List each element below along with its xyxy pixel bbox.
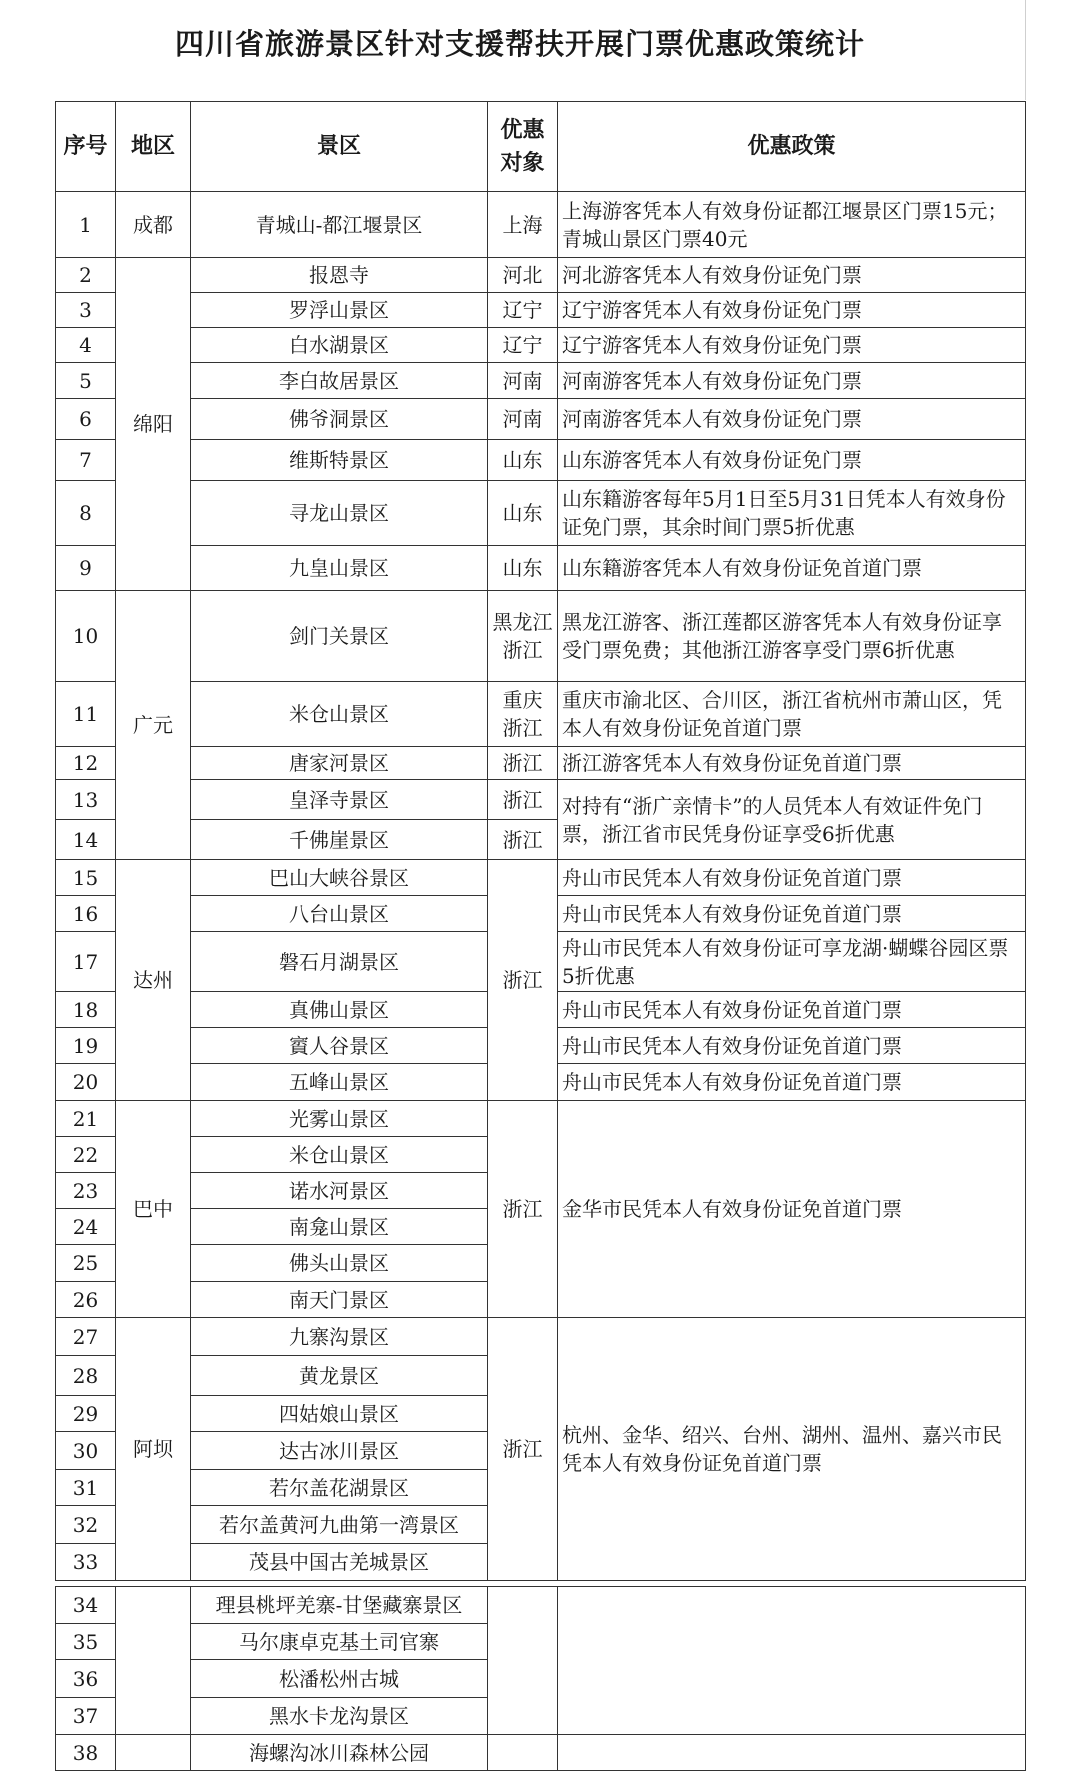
target-cell: 河北 (488, 258, 558, 293)
table-row (56, 1587, 1026, 1624)
page-title: 四川省旅游景区针对支援帮扶开展门票优惠政策统计 (174, 27, 865, 61)
policy-cell: 金华市民凭本人有效身份证免首道门票 (558, 1101, 1026, 1318)
target-cell: 浙江 (488, 860, 558, 1101)
table-row (56, 591, 1026, 682)
table-row (56, 258, 1026, 293)
policy-cell: 浙江游客凭本人有效身份证免首道门票 (558, 747, 1026, 780)
table-row (56, 860, 1026, 896)
target-cell: 浙江 (488, 1318, 558, 1581)
site-cell: 四姑娘山景区 (191, 1396, 488, 1432)
site-cell: 佛头山景区 (191, 1245, 488, 1282)
table-row (56, 481, 1026, 546)
policy-cell: 河南游客凭本人有效身份证免门票 (558, 399, 1026, 440)
target-cell: 山东 (488, 481, 558, 546)
region-cell (116, 1735, 191, 1771)
site-cell: 维斯特景区 (191, 440, 488, 481)
site-cell: 磐石月湖景区 (191, 932, 488, 992)
row-number: 3 (56, 293, 116, 328)
site-cell: 若尔盖花湖景区 (191, 1470, 488, 1506)
site-cell: 九皇山景区 (191, 546, 488, 591)
target-cell (488, 1587, 558, 1735)
table-row (56, 546, 1026, 591)
row-number: 2 (56, 258, 116, 293)
target-cell (488, 1735, 558, 1771)
target-cell: 浙江 (488, 747, 558, 780)
site-cell: 八台山景区 (191, 896, 488, 932)
site-cell: 巴山大峡谷景区 (191, 860, 488, 896)
row-number: 34 (56, 1587, 116, 1624)
row-number: 36 (56, 1660, 116, 1698)
row-number: 24 (56, 1209, 116, 1245)
policy-cell: 河南游客凭本人有效身份证免门票 (558, 363, 1026, 399)
policy-cell: 舟山市民凭本人有效身份证免首道门票 (558, 896, 1026, 932)
header-region: 地区 (116, 102, 191, 192)
policy-cell: 黑龙江游客、浙江莲都区游客凭本人有效身份证享受门票免费；其他浙江游客享受门票6折优惠 (558, 591, 1026, 682)
row-number: 35 (56, 1624, 116, 1660)
row-number: 38 (56, 1735, 116, 1771)
site-cell: 李白故居景区 (191, 363, 488, 399)
row-number: 25 (56, 1245, 116, 1282)
row-number: 20 (56, 1064, 116, 1101)
target-cell: 浙江 (488, 1101, 558, 1318)
table-row (56, 780, 1026, 820)
row-number: 23 (56, 1173, 116, 1209)
region-cell: 阿坝 (116, 1318, 191, 1581)
site-cell: 剑门关景区 (191, 591, 488, 682)
row-number: 5 (56, 363, 116, 399)
page-edge-line (1025, 0, 1026, 100)
site-cell: 光雾山景区 (191, 1101, 488, 1137)
site-cell: 松潘松州古城 (191, 1660, 488, 1698)
row-number: 11 (56, 682, 116, 747)
site-cell: 黑水卡龙沟景区 (191, 1698, 488, 1735)
site-cell: 佛爷洞景区 (191, 399, 488, 440)
row-number: 7 (56, 440, 116, 481)
table-row (56, 1735, 1026, 1771)
row-number: 26 (56, 1282, 116, 1318)
site-cell: 诺水河景区 (191, 1173, 488, 1209)
target-cell: 辽宁 (488, 293, 558, 328)
policy-cell: 辽宁游客凭本人有效身份证免门票 (558, 293, 1026, 328)
policy-cell: 舟山市民凭本人有效身份证可享龙湖·蝴蝶谷园区票5折优惠 (558, 932, 1026, 992)
region-cell: 巴中 (116, 1101, 191, 1318)
policy-cell: 重庆市渝北区、合川区，浙江省杭州市萧山区，凭本人有效身份证免首道门票 (558, 682, 1026, 747)
table-row (56, 1318, 1026, 1356)
site-cell: 马尔康卓克基土司官寨 (191, 1624, 488, 1660)
site-cell: 海螺沟冰川森林公园 (191, 1735, 488, 1771)
site-cell: 罗浮山景区 (191, 293, 488, 328)
policy-cell: 山东籍游客凭本人有效身份证免首道门票 (558, 546, 1026, 591)
site-cell: 千佛崖景区 (191, 820, 488, 860)
row-number: 27 (56, 1318, 116, 1356)
row-number: 37 (56, 1698, 116, 1735)
row-number: 22 (56, 1137, 116, 1173)
target-cell: 河南 (488, 363, 558, 399)
site-cell: 青城山-都江堰景区 (191, 192, 488, 258)
target-cell: 河南 (488, 399, 558, 440)
row-number: 31 (56, 1470, 116, 1506)
policy-cell: 上海游客凭本人有效身份证都江堰景区门票15元；青城山景区门票40元 (558, 192, 1026, 258)
row-number: 13 (56, 780, 116, 820)
policy-table (55, 101, 1026, 1771)
site-cell: 南龛山景区 (191, 1209, 488, 1245)
site-cell: 唐家河景区 (191, 747, 488, 780)
row-number: 30 (56, 1432, 116, 1470)
site-cell: 若尔盖黄河九曲第一湾景区 (191, 1506, 488, 1544)
site-cell: 賨人谷景区 (191, 1028, 488, 1064)
table-row (56, 363, 1026, 399)
header-site: 景区 (191, 102, 488, 192)
policy-cell: 杭州、金华、绍兴、台州、湖州、温州、嘉兴市民凭本人有效身份证免首道门票 (558, 1318, 1026, 1581)
row-number: 12 (56, 747, 116, 780)
site-cell: 寻龙山景区 (191, 481, 488, 546)
row-number: 16 (56, 896, 116, 932)
region-cell: 达州 (116, 860, 191, 1101)
row-number: 19 (56, 1028, 116, 1064)
target-cell: 辽宁 (488, 328, 558, 363)
policy-cell: 舟山市民凭本人有效身份证免首道门票 (558, 1064, 1026, 1101)
region-cell: 广元 (116, 591, 191, 860)
site-cell: 皇泽寺景区 (191, 780, 488, 820)
row-number: 14 (56, 820, 116, 860)
row-number: 10 (56, 591, 116, 682)
site-cell: 白水湖景区 (191, 328, 488, 363)
row-number: 18 (56, 992, 116, 1028)
row-number: 6 (56, 399, 116, 440)
header-policy: 优惠政策 (558, 102, 1026, 192)
site-cell: 真佛山景区 (191, 992, 488, 1028)
row-number: 9 (56, 546, 116, 591)
site-cell: 米仓山景区 (191, 682, 488, 747)
header-target: 优惠对象 (488, 102, 558, 192)
table-row (56, 682, 1026, 747)
policy-cell: 舟山市民凭本人有效身份证免首道门票 (558, 1028, 1026, 1064)
header-seq: 序号 (56, 102, 116, 192)
target-cell: 重庆 浙江 (488, 682, 558, 747)
region-cell: 绵阳 (116, 258, 191, 591)
site-cell: 米仓山景区 (191, 1137, 488, 1173)
site-cell: 达古冰川景区 (191, 1432, 488, 1470)
row-number: 8 (56, 481, 116, 546)
policy-cell: 河北游客凭本人有效身份证免门票 (558, 258, 1026, 293)
policy-cell: 山东籍游客每年5月1日至5月31日凭本人有效身份证免门票，其余时间门票5折优惠 (558, 481, 1026, 546)
table-row (56, 747, 1026, 780)
target-cell: 浙江 (488, 780, 558, 820)
row-number: 28 (56, 1356, 116, 1396)
table-row (56, 440, 1026, 481)
target-cell: 山东 (488, 440, 558, 481)
site-cell: 报恩寺 (191, 258, 488, 293)
header-row (56, 102, 1026, 192)
site-cell: 九寨沟景区 (191, 1318, 488, 1356)
target-cell: 浙江 (488, 820, 558, 860)
site-cell: 五峰山景区 (191, 1064, 488, 1101)
row-number: 17 (56, 932, 116, 992)
table-row (56, 399, 1026, 440)
policy-cell (558, 1735, 1026, 1771)
target-cell: 山东 (488, 546, 558, 591)
policy-cell (558, 1587, 1026, 1735)
row-number: 4 (56, 328, 116, 363)
policy-cell: 舟山市民凭本人有效身份证免首道门票 (558, 992, 1026, 1028)
site-cell: 茂县中国古羌城景区 (191, 1544, 488, 1581)
row-number: 21 (56, 1101, 116, 1137)
site-cell: 黄龙景区 (191, 1356, 488, 1396)
table-row (56, 328, 1026, 363)
row-number: 29 (56, 1396, 116, 1432)
table-row (56, 1101, 1026, 1137)
table-row (56, 192, 1026, 258)
policy-cell: 舟山市民凭本人有效身份证免首道门票 (558, 860, 1026, 896)
site-cell: 理县桃坪羌寨-甘堡藏寨景区 (191, 1587, 488, 1624)
site-cell: 南天门景区 (191, 1282, 488, 1318)
row-number: 1 (56, 192, 116, 258)
target-cell: 黑龙江 浙江 (488, 591, 558, 682)
region-cell (116, 1587, 191, 1735)
region-cell: 成都 (116, 192, 191, 258)
row-number: 32 (56, 1506, 116, 1544)
policy-cell: 山东游客凭本人有效身份证免门票 (558, 440, 1026, 481)
policy-cell: 对持有“浙广亲情卡”的人员凭本人有效证件免门票，浙江省市民凭身份证享受6折优惠 (558, 780, 1026, 860)
policy-cell: 辽宁游客凭本人有效身份证免门票 (558, 328, 1026, 363)
target-cell: 上海 (488, 192, 558, 258)
row-number: 15 (56, 860, 116, 896)
table-row (56, 293, 1026, 328)
row-number: 33 (56, 1544, 116, 1581)
